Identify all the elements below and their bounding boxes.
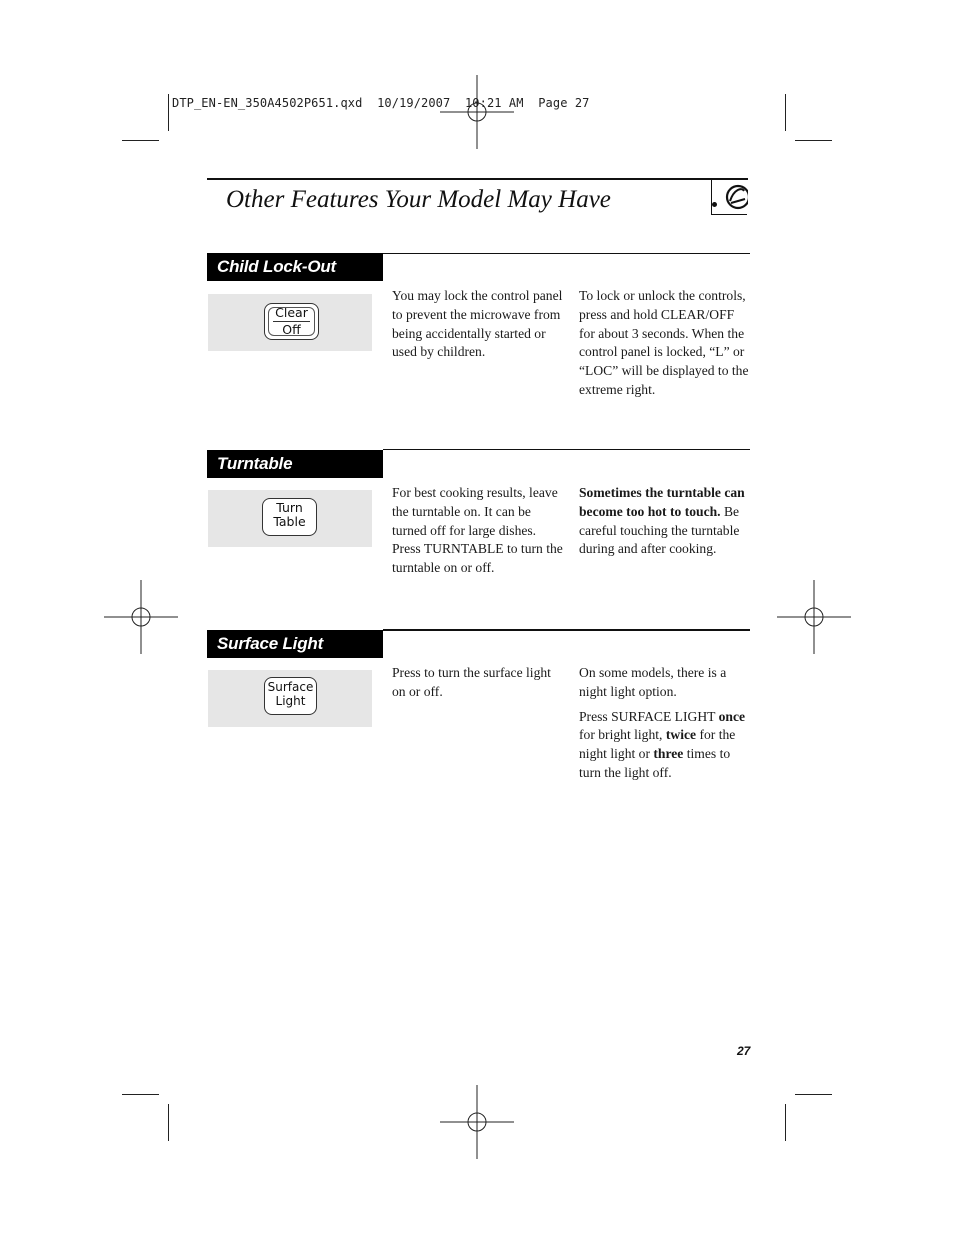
crop-mark xyxy=(785,94,786,131)
section-heading-surface-light: Surface Light xyxy=(207,630,383,658)
surface-light-key xyxy=(264,677,317,715)
bullet-dot xyxy=(712,202,717,207)
turntable-right-column xyxy=(579,484,751,565)
crop-mark xyxy=(795,140,832,141)
text-run: times to turn the light off. xyxy=(579,746,731,780)
key-label-line: Table xyxy=(273,514,306,529)
text-run: for the night light or xyxy=(579,727,736,762)
section-rule xyxy=(383,629,750,631)
button-illustration-panel xyxy=(208,294,372,351)
turntable-key xyxy=(262,498,317,536)
paragraph: On some models, there is a night light option. xyxy=(579,665,727,699)
text-run: Press SURFACE LIGHT xyxy=(579,708,719,724)
bold-text: three xyxy=(653,746,684,762)
print-slug: DTP_EN-EN_350A4502P651.qxd 10/19/2007 10:21 AM Page 27 xyxy=(172,96,590,110)
text-run: for bright light, xyxy=(579,727,666,743)
paragraph: You may lock the control panel to prevent the microwave from being accidentally started or used by children. xyxy=(392,288,563,360)
registration-mark-icon xyxy=(104,580,178,654)
title-rule xyxy=(207,178,748,180)
crop-mark xyxy=(168,1104,169,1141)
key-label-line: Light xyxy=(275,694,306,708)
button-illustration-panel xyxy=(208,490,372,547)
turntable-left-column xyxy=(392,484,564,584)
crop-mark xyxy=(785,1104,786,1141)
paragraph: To lock or unlock the controls, press and hold CLEAR/OFF for about 3 seconds. When the control panel is locked, “L” or “LOC” will be displayed to the extreme right. xyxy=(579,288,749,397)
bold-text: twice xyxy=(665,727,697,743)
key-label-line: Off xyxy=(282,322,301,337)
section-heading-child-lock-out: Child Lock-Out xyxy=(207,253,383,281)
key-label-line: Surface xyxy=(267,680,314,694)
clear-off-key xyxy=(264,303,319,340)
paragraph xyxy=(579,708,751,783)
crop-mark xyxy=(168,94,169,131)
paragraph: For best cooking results, leave the turntable on. It can be turned off for large dishes. Press TURNTABLE to turn the turntable on or off. xyxy=(392,485,563,576)
paragraph: Press to turn the surface light on or off. xyxy=(392,665,551,699)
crop-mark xyxy=(122,140,159,141)
text-run: Be careful touching the turntable during and after cooking. xyxy=(579,503,740,557)
button-illustration-panel xyxy=(208,670,372,727)
child-lock-right-column xyxy=(579,287,751,406)
section-rule xyxy=(383,449,750,450)
brand-logo-icon xyxy=(722,181,748,213)
child-lock-left-column xyxy=(392,287,564,368)
page-number: 27 xyxy=(737,1044,751,1058)
registration-mark-icon xyxy=(440,1085,514,1159)
bold-text: once xyxy=(718,708,746,724)
key-label-line: Clear xyxy=(275,305,308,320)
page-title: Other Features Your Model May Have xyxy=(226,186,611,213)
paragraph xyxy=(579,484,751,559)
section-heading-turntable: Turntable xyxy=(207,450,383,478)
crop-mark xyxy=(795,1094,832,1095)
surface-light-right-column xyxy=(579,664,751,789)
registration-mark-icon xyxy=(440,75,514,149)
registration-mark-icon xyxy=(777,580,851,654)
bold-warning: Sometimes the turntable can become too hot to touch. xyxy=(579,485,745,519)
surface-light-left-column xyxy=(392,664,564,708)
section-rule xyxy=(383,253,750,254)
key-label-line: Turn xyxy=(276,500,303,515)
key-inner-border xyxy=(268,307,315,336)
crop-mark xyxy=(122,1094,159,1095)
